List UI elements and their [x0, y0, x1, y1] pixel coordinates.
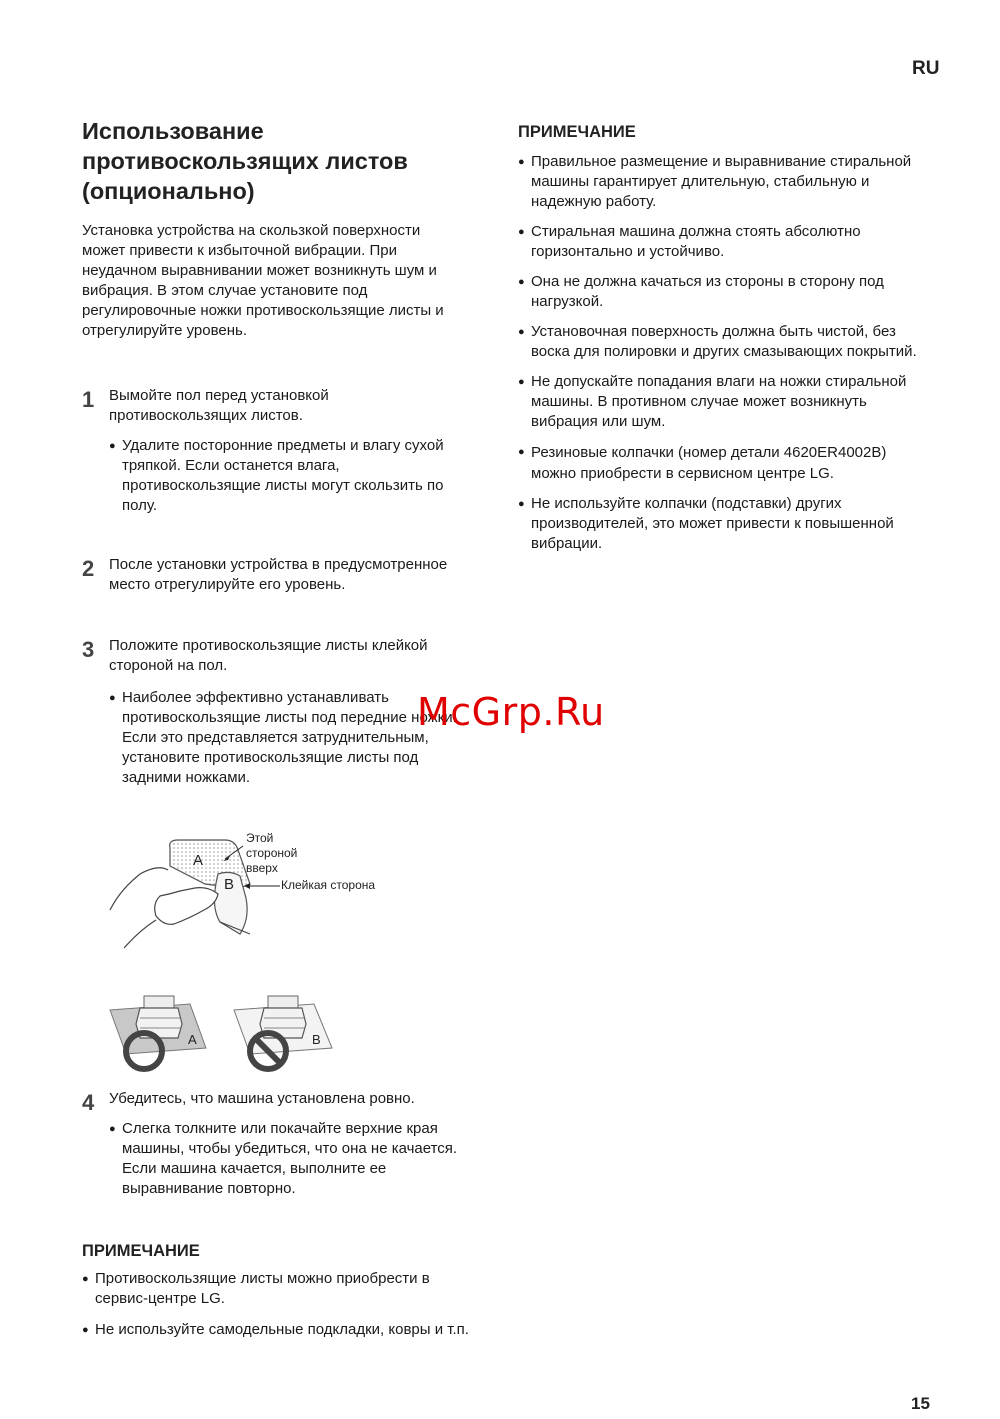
bullet-dot-icon: ● [109, 692, 116, 704]
note-item: ● Стиральная машина должна стоять абсолютно горизонтально и устойчиво. [518, 223, 861, 260]
step-number: 3 [82, 637, 95, 662]
note-item: ● Резиновые колпачки (номер детали 4620ER4002B) можно приобрести в сервисном центре LG. [518, 444, 887, 482]
correct-label: A [188, 1032, 197, 1047]
callout-adhesive-side: Клейкая сторона [281, 878, 376, 892]
page-title: Использование противоскользящих листов (опционально) [82, 118, 408, 204]
step-text: Положите противоскользящие листы клейкой стороной на пол. [109, 637, 428, 674]
bullet-dot-icon: ● [518, 376, 525, 388]
step-number: 4 [82, 1090, 95, 1115]
note-bottom [82, 1242, 472, 1340]
step-bullet: ● Наиболее эффективно устанавливать противоскользящие листы под передние ножки. Если это представляется затруднительным, установите противоскользящие листы под задними ножками. [109, 689, 457, 786]
note-item: ● Противоскользящие листы можно приобрести в сервис-центре LG. [82, 1270, 430, 1307]
intro-paragraph: Установка устройства на скользкой поверхности может привести к избыточной вибрации. При неудачном выравнивании может возникнуть шум и вибрация. В этом случае установите под регулировочные ножки противоскользящие листы и отрегулируйте уровень. [82, 222, 444, 339]
bullet-dot-icon: ● [518, 226, 525, 238]
step-text: Вымойте пол перед установкой противоскользящих листов. [109, 387, 329, 424]
label-a: A [193, 852, 204, 869]
bullet-dot-icon: ● [109, 440, 116, 452]
bullet-dot-icon: ● [518, 446, 525, 458]
sheet-peel-illustration [100, 826, 400, 956]
note-item: ● Правильное размещение и выравнивание стиральной машины гарантирует длительную, стабильную и надежную работу. [518, 153, 912, 210]
bullet-dot-icon: ● [82, 1273, 89, 1285]
bullet-dot-icon: ● [518, 326, 525, 338]
bullet-dot-icon: ● [518, 156, 525, 168]
note-item: ● Не используйте самодельные подкладки, ковры и т.п. [82, 1321, 469, 1338]
note-item: ● Не допускайте попадания влаги на ножки стиральной машины. В противном случае может возникнуть вибрация или шум. [518, 373, 907, 430]
step-number: 1 [82, 387, 95, 412]
page-number: 15 [911, 1394, 930, 1413]
bullet-dot-icon: ● [518, 498, 525, 510]
callout-this-side-up-3: вверх [246, 861, 278, 875]
wrong-placement [234, 996, 332, 1069]
bullet-dot-icon: ● [109, 1123, 116, 1135]
label-b: B [224, 876, 235, 893]
step-text: После установки устройства в предусмотренное место отрегулируйте его уровень. [109, 556, 448, 593]
bullet-dot-icon: ● [518, 276, 525, 288]
correct-placement [110, 996, 206, 1069]
wrong-label: B [312, 1032, 321, 1047]
note-item: ● Она не должна качаться из стороны в сторону под нагрузкой. [518, 273, 884, 310]
step-text: Убедитесь, что машина установлена ровно. [109, 1090, 415, 1107]
callout-this-side-up-1: Этой [246, 831, 274, 845]
note-heading: ПРИМЕЧАНИЕ [518, 123, 636, 141]
language-label: RU [912, 58, 940, 79]
bullet-dot-icon: ● [82, 1324, 89, 1336]
step-number: 2 [82, 556, 95, 581]
watermark: McGrp.Ru [417, 690, 605, 734]
step-bullet: ● Слегка толкните или покачайте верхние края машины, чтобы убедиться, что она не качается. Если машина качается, выполните ее выравнивание повторно. [109, 1120, 458, 1197]
hand-illustration [155, 888, 218, 925]
note-right [518, 123, 918, 554]
note-heading: ПРИМЕЧАНИЕ [82, 1242, 200, 1260]
note-item: ● Установочная поверхность должна быть чистой, без воска для полировки и других смазывающих покрытий. [518, 323, 917, 360]
note-item: ● Не используйте колпачки (подставки) других производителей, это может привести к повышенной вибрации. [518, 495, 894, 552]
step-bullet: ● Удалите посторонние предметы и влагу сухой тряпкой. Если останется влага, противоскользящие листы могут скользить по полу. [109, 437, 444, 514]
callout-this-side-up-2: стороной [246, 846, 298, 860]
placement-illustration [106, 994, 346, 1074]
